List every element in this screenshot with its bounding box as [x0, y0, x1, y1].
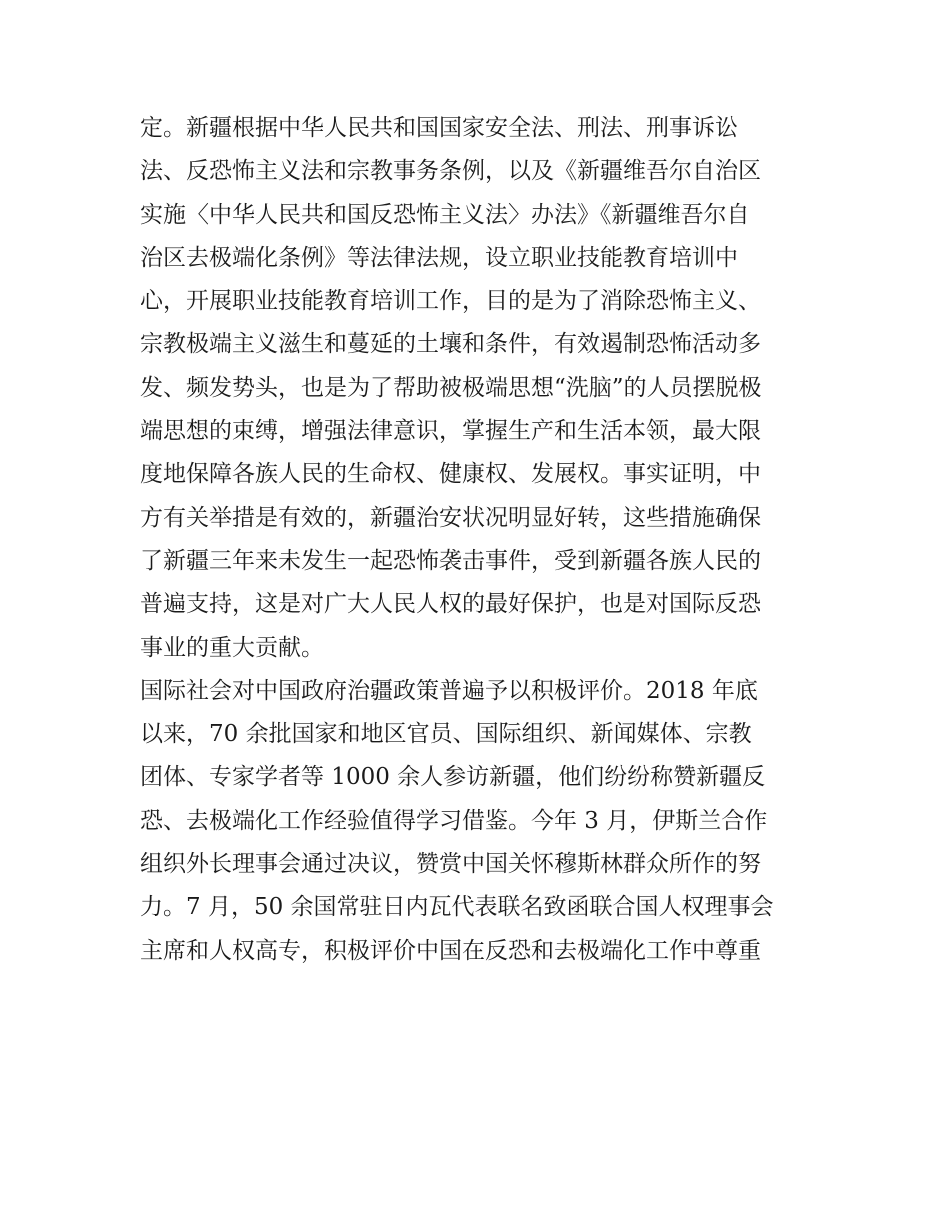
body-text [140, 107, 820, 973]
text-line: 法、反恐怖主义法和宗教事务条例，以及《新疆维吾尔自治区 [140, 158, 761, 185]
text-line: 发、频发势头，也是为了帮助被极端思想“洗脑”的人员摆脱极 [140, 374, 762, 401]
text-line: 定。新疆根据中华人民共和国国家安全法、刑法、刑事诉讼 [140, 115, 738, 141]
text-line: 了新疆三年来未发生一起恐怖袭击事件，受到新疆各族人民的 [140, 547, 761, 574]
text-line: 主席和人权高专，积极评价中国在反恐和去极端化工作中尊重 [140, 937, 761, 964]
text-line: 度地保障各族人民的生命权、健康权、发展权。事实证明，中 [140, 461, 761, 488]
text-line: 心，开展职业技能教育培训工作，目的是为了消除恐怖主义、 [140, 288, 761, 315]
text-line: 实施〈中华人民共和国反恐怖主义法〉办法》《新疆维吾尔自 [140, 201, 750, 228]
text-line: 组织外长理事会通过决议，赞赏中国关怀穆斯林群众所作的努 [140, 851, 761, 878]
text-line: 事业的重大贡献。 [140, 634, 324, 661]
text-line: 以来，70 余批国家和地区官员、国际组织、新闻媒体、宗教 [140, 721, 752, 748]
text-line: 宗教极端主义滋生和蔓延的土壤和条件，有效遏制恐怖活动多 [140, 331, 761, 358]
text-line: 端思想的束缚，增强法律意识，掌握生产和生活本领，最大限 [140, 418, 761, 445]
text-line: 团体、专家学者等 1000 余人参访新疆，他们纷纷称赞新疆反 [140, 764, 766, 791]
text-line: 恐、去极端化工作经验值得学习借鉴。今年 3 月，伊斯兰合作 [140, 807, 768, 834]
text-line: 国际社会对中国政府治疆政策普遍予以积极评价。2018 年底 [140, 677, 758, 704]
text-line: 方有关举措是有效的，新疆治安状况明显好转，这些措施确保 [140, 504, 761, 531]
text-line: 普遍支持，这是对广大人民人权的最好保护，也是对国际反恐 [140, 591, 761, 618]
text-line: 力。7 月，50 余国常驻日内瓦代表联名致函联合国人权理事会 [140, 894, 774, 921]
text-line: 治区去极端化条例》等法律法规，设立职业技能教育培训中 [140, 244, 738, 271]
